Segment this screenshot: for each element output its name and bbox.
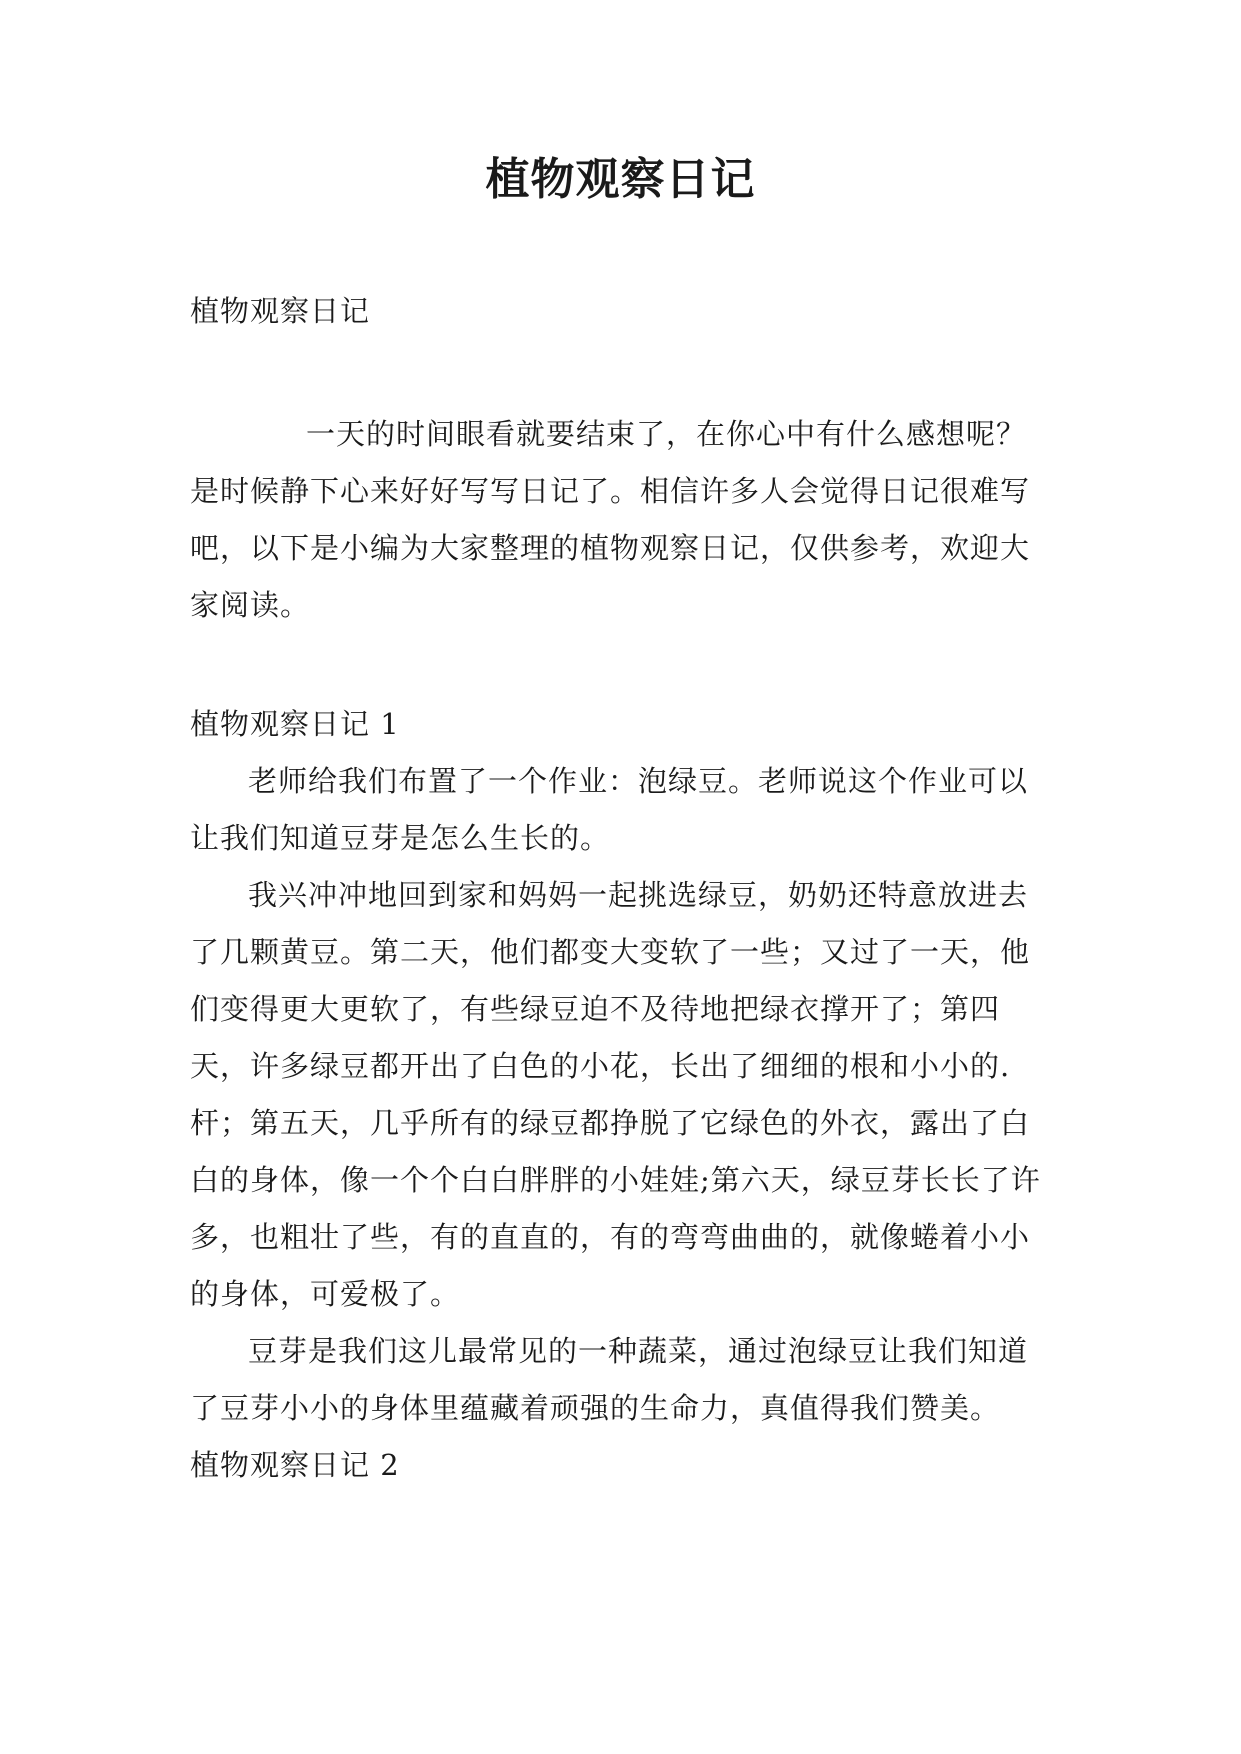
section1-paragraph-2: 我兴冲冲地回到家和妈妈一起挑选绿豆，奶奶还特意放进去了几颗黄豆。第二天，他们都变大变软了一些；又过了一天，他们变得更大更软了，有些绿豆迫不及待地把绿衣撑开了；第四天，许多绿豆都开出了白色的小花，长出了细细的根和小小的.杆；第五天，几乎所有的绿豆都挣脱了它绿色的外衣，露出了白白的身体，像一个个白白胖胖的小娃娃;第六天，绿豆芽长长了许多，也粗壮了些，有的直直的，有的弯弯曲曲的，就像蜷着小小的身体，可爱极了。 xyxy=(190,878,1041,1311)
intro-paragraph: 一天的时间眼看就要结束了，在你心中有什么感想呢？是时候静下心来好好写写日记了。相信许多人会觉得日记很难写吧，以下是小编为大家整理的植物观察日记，仅供参考，欢迎大家阅读。 xyxy=(190,417,1031,622)
section-heading-2: 植物观察日记 2 xyxy=(190,1448,400,1482)
document-subtitle: 植物观察日记 xyxy=(190,294,371,328)
section1-paragraph-1: 老师给我们布置了一个作业：泡绿豆。老师说这个作业可以让我们知道豆芽是怎么生长的。 xyxy=(190,764,1029,855)
document-body xyxy=(190,283,1052,1494)
document-title: 植物观察日记 xyxy=(485,154,756,205)
section-heading-1: 植物观察日记 1 xyxy=(190,707,400,741)
section1-paragraph-3: 豆芽是我们这儿最常见的一种蔬菜，通过泡绿豆让我们知道了豆芽小小的身体里蕴藏着顽强的生命力，真值得我们赞美。 xyxy=(190,1334,1029,1425)
